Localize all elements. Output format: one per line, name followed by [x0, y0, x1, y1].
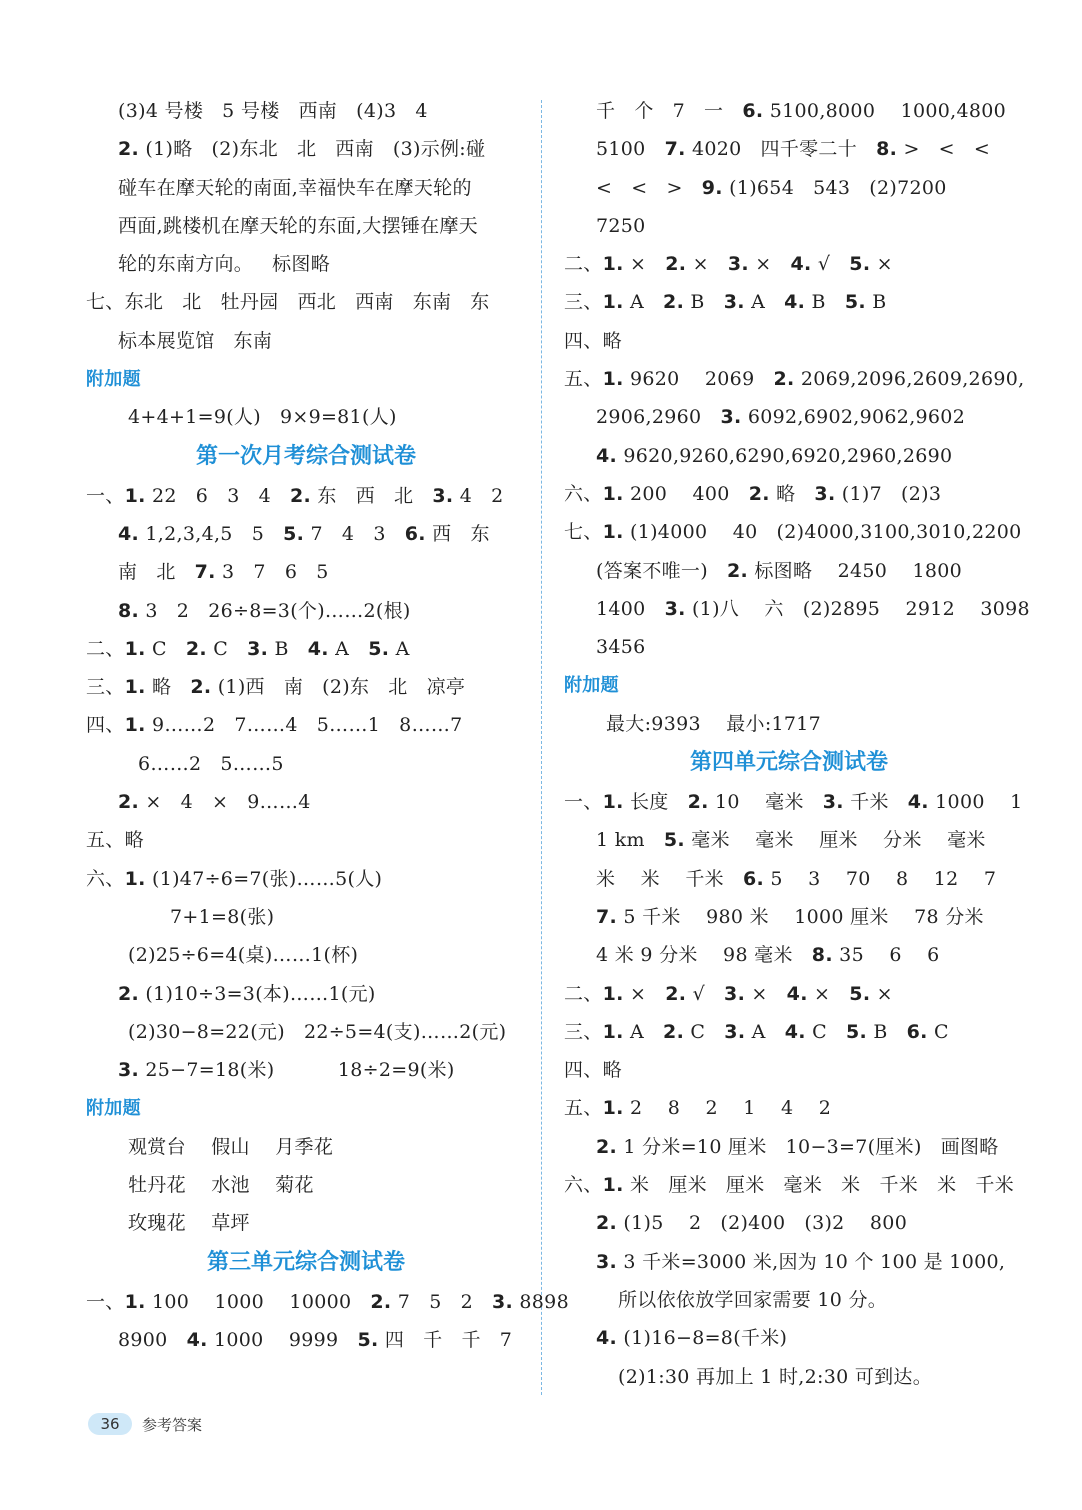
column-divider [541, 100, 542, 1395]
answer-line: 二、1. C 2. C 3. B 4. A 5. A [86, 637, 410, 660]
answer-line: 3456 [596, 636, 646, 659]
answer-line: 8. 3 2 26÷8=3(个)……2(根) [118, 599, 411, 622]
section-title: 第三单元综合测试卷 [206, 1249, 405, 1275]
answer-line: 六、1. (1)47÷6=7(张)……5(人) [86, 867, 383, 890]
answer-line: 1 km 5. 毫米 毫米 厘米 分米 毫米 [596, 829, 986, 852]
answer-line: 一、1. 长度 2. 10 毫米 3. 千米 4. 1000 1 [564, 791, 1023, 814]
answer-line: 七、东北 北 牡丹园 西北 西南 东南 东 [86, 291, 490, 314]
answer-line: 二、1. × 2. × 3. × 4. √ 5. × [564, 253, 893, 276]
answer-line: 五、略 [86, 829, 144, 852]
answer-line: 三、1. A 2. B 3. A 4. B 5. B [564, 291, 887, 314]
answer-line: 所以依依放学回家需要 10 分。 [618, 1288, 888, 1311]
answer-line: 7. 5 千米 980 米 1000 厘米 78 分米 [596, 905, 984, 928]
answer-line: (2)25÷6=4(桌)……1(杯) [128, 944, 359, 967]
page-number: 36 [88, 1413, 132, 1435]
answer-line: 2. × 4 × 9……4 [118, 791, 311, 814]
answer-line: (2)30−8=22(元) 22÷5=4(支)……2(元) [128, 1020, 507, 1043]
answer-line: 2. (1)略 (2)东北 北 西南 (3)示例:碰 [118, 138, 486, 161]
answer-line: 观赏台 假山 月季花 [128, 1135, 334, 1158]
answer-line: 一、1. 22 6 3 4 2. 东 西 北 3. 4 2 [86, 484, 504, 507]
answer-line: 3. 3 千米=3000 米,因为 10 个 100 是 1000, [596, 1250, 1006, 1273]
footer-label: 参考答案 [142, 1415, 203, 1434]
answer-line: 三、1. 略 2. (1)西 南 (2)东 北 凉亭 [86, 676, 466, 699]
answer-line: 8900 4. 1000 9999 5. 四 千 千 7 [118, 1328, 513, 1351]
answer-line: 牡丹花 水池 菊花 [128, 1174, 314, 1197]
answer-line: 1400 3. (1)八 六 (2)2895 2912 3098 [596, 597, 1030, 620]
answer-line: 米 米 千米 6. 5 3 70 8 12 7 [596, 867, 997, 890]
extra-question-heading: 附加题 [564, 675, 619, 697]
answer-line: < < > 9. (1)654 543 (2)7200 [596, 176, 947, 199]
answer-line: 4. 9620,9260,6290,6920,2960,2690 [596, 444, 953, 467]
extra-question-heading: 附加题 [86, 1098, 141, 1120]
page-footer [88, 1412, 202, 1436]
answer-line: (2)1:30 再加上 1 时,2:30 可到达。 [618, 1365, 933, 1388]
answer-line: 碰车在摩天轮的南面,幸福快车在摩天轮的 [118, 176, 472, 199]
answer-line: 四、1. 9……2 7……4 5……1 8……7 [86, 714, 463, 737]
answer-line: 6……2 5……5 [138, 752, 284, 775]
answer-line: 最大:9393 最小:1717 [606, 712, 822, 735]
answer-line: (3)4 号楼 5 号楼 西南 (4)3 4 [118, 100, 428, 122]
answer-line: 三、1. A 2. C 3. A 4. C 5. B 6. C [564, 1020, 949, 1043]
answer-line: 西面,跳楼机在摩天轮的东面,大摆锤在摩天 [118, 214, 479, 237]
answer-line: 一、1. 100 1000 10000 2. 7 5 2 3. 8898 [86, 1290, 569, 1313]
answer-line: 六、1. 米 厘米 厘米 毫米 米 千米 米 千米 [564, 1174, 1015, 1197]
answer-line: 四、略 [564, 1059, 622, 1082]
right-column [564, 92, 1030, 1396]
answer-line: 五、1. 9620 2069 2. 2069,2096,2609,2690, [564, 368, 1025, 391]
extra-question-heading: 附加题 [86, 369, 141, 391]
answer-line: 4. (1)16−8=8(千米) [596, 1327, 788, 1350]
answer-line: 四、略 [564, 329, 622, 352]
answer-line: 标本展览馆 东南 [118, 329, 273, 352]
answer-line: 4. 1,2,3,4,5 5 5. 7 4 3 6. 西 东 [118, 522, 490, 545]
answer-line: 玫瑰花 草坪 [128, 1212, 250, 1235]
answer-line: 4+4+1=9(人) 9×9=81(人) [128, 406, 397, 429]
answer-line: 7+1=8(张) [170, 905, 275, 928]
section-title: 第四单元综合测试卷 [689, 750, 888, 776]
answer-line: 5100 7. 4020 四千零二十 8. > < < [596, 138, 991, 161]
answer-line: 七、1. (1)4000 40 (2)4000,3100,3010,2200 [564, 521, 1022, 544]
answer-line: 轮的东南方向。 标图略 [118, 253, 331, 276]
answer-line: 2. (1)10÷3=3(本)……1(元) [118, 982, 376, 1005]
left-column [86, 92, 569, 1359]
answer-line: 2906,2960 3. 6092,6902,9062,9602 [596, 406, 966, 429]
answer-line: 4 米 9 分米 98 毫米 8. 35 6 6 [596, 944, 940, 967]
answer-line: 南 北 7. 3 7 6 5 [118, 561, 329, 584]
answer-line: 2. (1)5 2 (2)400 (3)2 800 [596, 1212, 908, 1235]
answer-line: 五、1. 2 8 2 1 4 2 [564, 1097, 832, 1120]
answer-line: 7250 [596, 214, 646, 237]
answer-line: 2. 1 分米=10 厘米 10−3=7(厘米) 画图略 [596, 1135, 999, 1158]
answer-line: 3. 25−7=18(米) 18÷2=9(米) [118, 1059, 455, 1082]
answer-line: 千 个 7 一 6. 5100,8000 1000,4800 [596, 100, 1007, 122]
answer-line: (答案不唯一) 2. 标图略 2450 1800 [596, 559, 963, 582]
answer-line: 六、1. 200 400 2. 略 3. (1)7 (2)3 [564, 482, 942, 505]
answer-line: 二、1. × 2. √ 3. × 4. × 5. × [564, 982, 893, 1005]
section-title: 第一次月考综合测试卷 [195, 443, 416, 469]
